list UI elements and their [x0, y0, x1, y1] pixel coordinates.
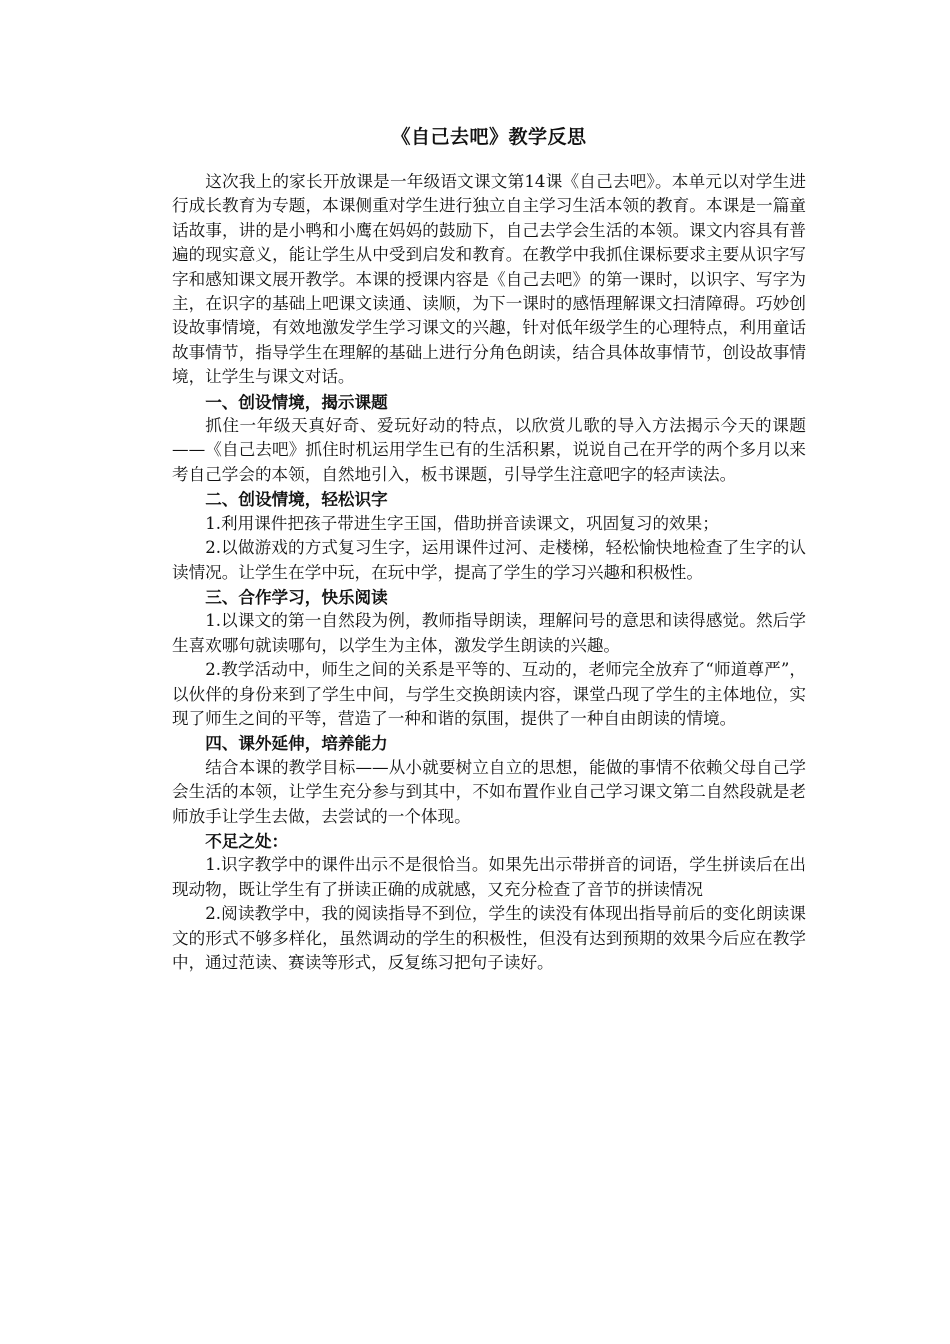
section-paragraph: 抓住一年级天真好奇、爱玩好动的特点，以欣赏儿歌的导入方法揭示今天的课题——《自己去吧》抓住时机运用学生已有的生活积累，说说自己在开学的两个多月以来考自己学会的本领，自然地引入，板书课题，引导学生注意吧字的轻声读法。: [172, 416, 806, 484]
section-paragraph: 结合本课的教学目标——从小就要树立自立的思想，能做的事情不依赖父母自己学会生活的本领，让学生充分参与到其中，不如布置作业自己学习课文第二自然段就是老师放手让学生去做，去尝试的一个体现。: [172, 757, 806, 826]
section-2: [172, 487, 806, 585]
page-title: 《自己去吧》教学反思: [391, 126, 587, 148]
document-page: [172, 122, 806, 975]
section-heading: 三、合作学习，快乐阅读: [205, 586, 388, 607]
section-4: [172, 731, 806, 829]
section-heading: 二、创设情境，轻松识字: [205, 489, 388, 510]
intro-paragraph: 这次我上的家长开放课是一年级语文课文第14课《自己去吧》。本单元以对学生进行成长教育为专题，本课侧重对学生进行独立自主学习生活本领的教育。本课是一篇童话故事，讲的是小鸭和小鹰在妈妈的鼓励下，自己去学会生活的本领。课文内容具有普遍的现实意义，能让学生从中受到启发和教育。在教学中我抓住课标要求主要从识字写字和感知课文展开教学。本课的授课内容是《自己去吧》的第一课时，以识字、写字为主，在识字的基础上吧课文读通、读顺，为下一课时的感悟理解课文扫清障碍。巧妙创设故事情境，有效地激发学生学习课文的兴趣，针对低年级学生的心理特点，利用童话故事情节，指导学生在理解的基础上进行分角色朗读，结合具体故事情节，创设故事情境，让学生与课文对话。: [172, 172, 806, 387]
section-paragraph: 2.阅读教学中，我的阅读指导不到位，学生的读没有体现出指导前后的变化朗读课文的形式不够多样化，虽然调动的学生的积极性，但没有达到预期的效果今后应在教学中，通过范读、赛读等形式，反复练习把句子读好。: [172, 904, 806, 972]
section-paragraph: 1.识字教学中的课件出示不是很恰当。如果先出示带拼音的词语，学生拼读后在出现动物，既让学生有了拼读正确的成就感，又充分检查了音节的拼读情况: [172, 855, 806, 899]
section-heading: 一、创设情境，揭示课题: [205, 391, 388, 412]
section-heading: 四、课外延伸，培养能力: [205, 733, 388, 754]
section-paragraph: 1.以课文的第一自然段为例，教师指导朗读，理解问号的意思和读得感觉。然后学生喜欢哪句就读哪句，以学生为主体，激发学生朗读的兴趣。: [172, 611, 806, 655]
section-paragraph: 2.教学活动中，师生之间的关系是平等的、互动的，老师完全放弃了“师道尊严”，以伙伴的身份来到了学生中间，与学生交换朗读内容，课堂凸现了学生的主体地位，实现了师生之间的平等，营造了一种和谐的氛围，提供了一种自由朗读的情境。: [172, 660, 806, 728]
section-heading: 不足之处：: [205, 830, 289, 851]
section-paragraph: 1.利用课件把孩子带进生字王国，借助拼音读课文，巩固复习的效果；: [205, 513, 719, 533]
section-1: [172, 390, 806, 488]
section-shortcomings: [172, 829, 806, 975]
section-paragraph: 2.以做游戏的方式复习生字，运用课件过河、走楼梯，轻松愉快地检查了生字的认读情况。让学生在学中玩，在玩中学，提高了学生的学习兴趣和积极性。: [172, 538, 806, 582]
section-3: [172, 585, 806, 731]
